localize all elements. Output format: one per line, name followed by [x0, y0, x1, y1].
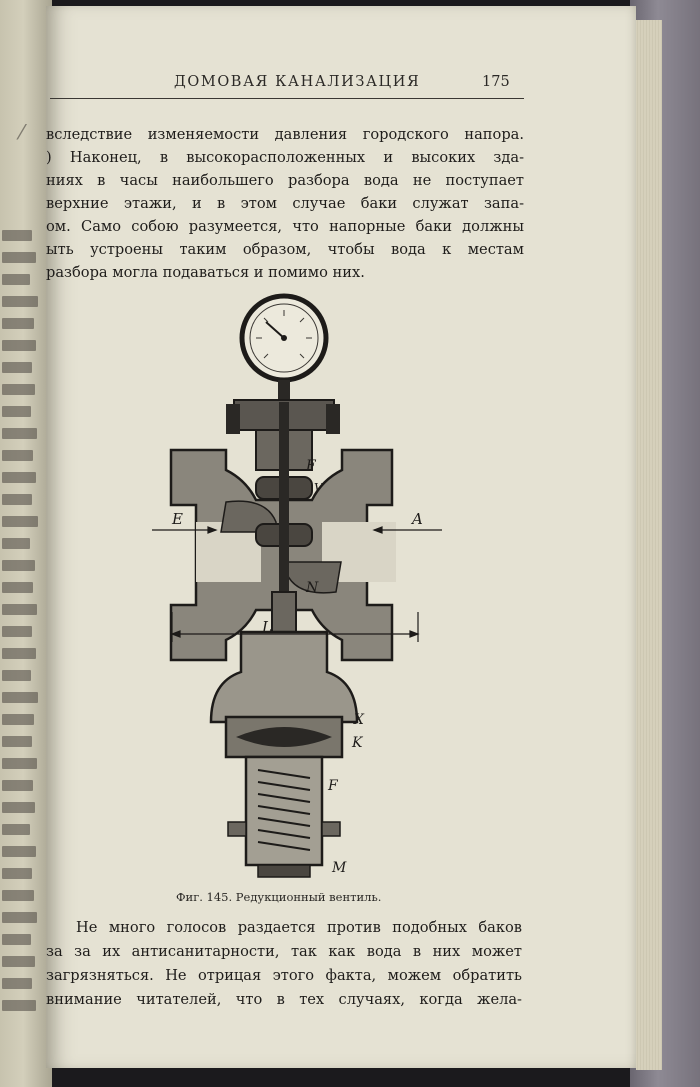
- text-line: ыть устроены таким образом, чтобы вода к местам: [46, 241, 524, 258]
- reducing-valve-figure: [146, 292, 446, 882]
- label-n: N: [306, 580, 319, 596]
- figure-caption: Фиг. 145. Редукционный вентиль.: [176, 890, 382, 904]
- running-header: [46, 74, 636, 100]
- label-f-top: F: [306, 458, 316, 474]
- label-l: L: [262, 618, 272, 636]
- paragraph-bottom: [46, 916, 522, 1012]
- text-line: вследствие изменяемости давления городского напора.: [46, 126, 524, 143]
- paragraph-top: [46, 123, 524, 284]
- running-title: ДОМОВАЯ КАНАЛИЗАЦИЯ: [174, 74, 421, 90]
- text-line: ом. Само собою разумеется, что напорные баки должны: [46, 218, 524, 235]
- text-line: внимание читателей, что в тех случаях, когда жела-: [46, 991, 522, 1008]
- text-line: верхние этажи, и в этом случае баки служат запа-: [46, 195, 524, 212]
- label-e: E: [172, 510, 183, 528]
- text-line: ) Наконец, в высокорасположенных и высоких зда-: [46, 149, 524, 166]
- book-page: [46, 6, 636, 1068]
- left-page-fragment: [0, 0, 52, 1087]
- margin-mark: ⁄: [20, 120, 24, 144]
- label-f-bottom: F: [328, 778, 338, 794]
- text-line: Не много голосов раздается против подобных баков: [76, 919, 522, 936]
- left-page-text-lines: [2, 230, 42, 1022]
- label-k: K: [352, 735, 363, 751]
- label-v: V: [314, 481, 323, 495]
- label-m: M: [332, 860, 347, 876]
- page-number: 175: [482, 74, 510, 90]
- text-line: ниях в часы наибольшего разбора вода не поступает: [46, 172, 524, 189]
- text-line: загрязняться. Не отрицая этого факта, можем обратить: [46, 967, 522, 984]
- lower-housing: [211, 632, 357, 877]
- label-x: X: [354, 712, 364, 728]
- text-line: разбора могла подаваться и помимо них.: [46, 264, 365, 281]
- page-edges: [636, 20, 662, 1070]
- header-rule: [50, 98, 524, 99]
- label-a: A: [412, 510, 423, 528]
- text-line: за за их антисанитарности, так как вода в них может: [46, 943, 522, 960]
- pressure-gauge: [242, 296, 326, 402]
